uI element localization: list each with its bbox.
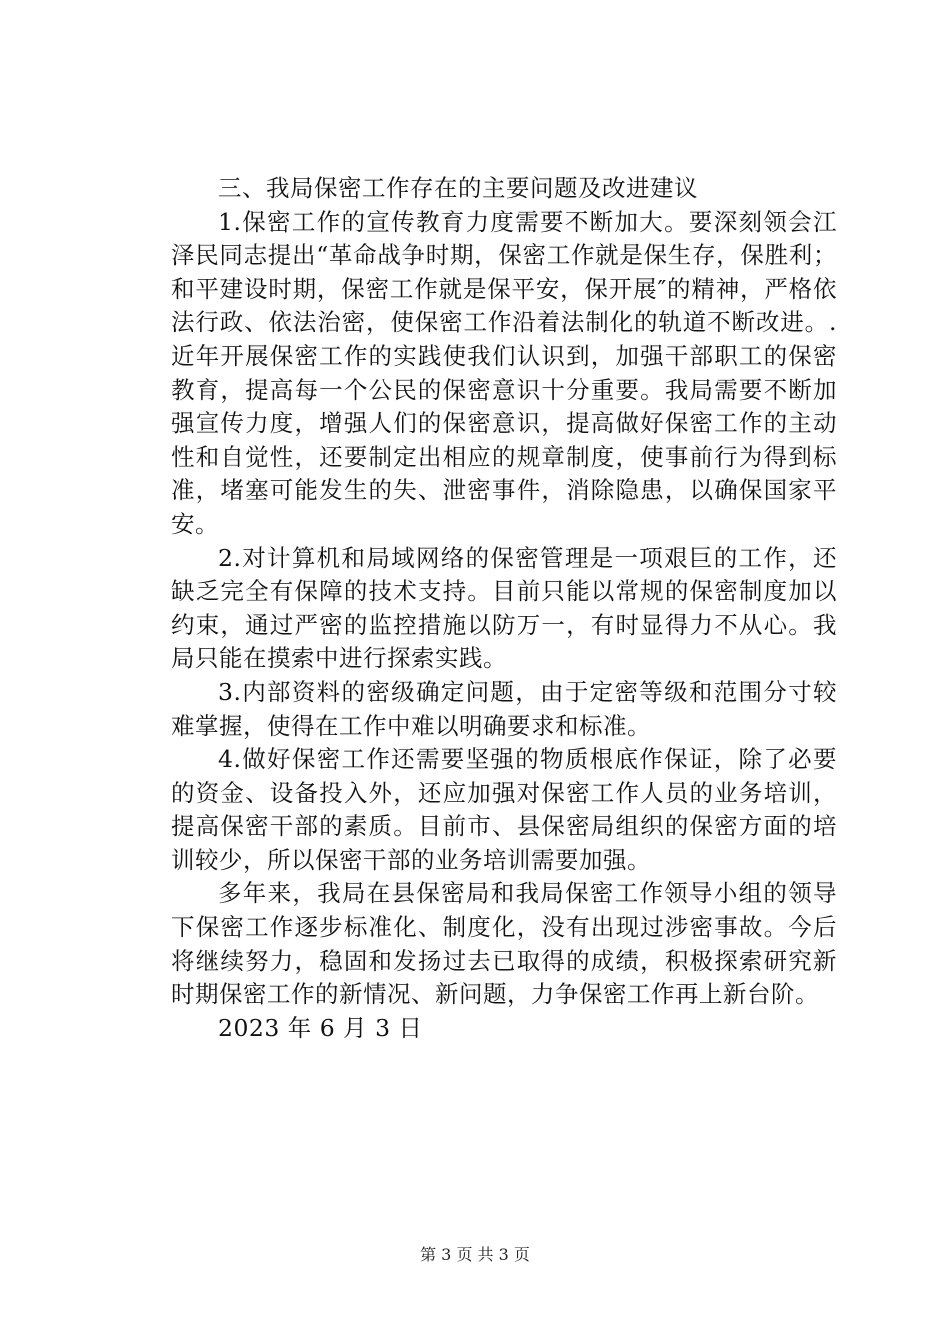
- document-date: 2023 年 6 月 3 日: [218, 1013, 423, 1042]
- paragraph-item-4: 4.做好保密工作还需要坚强的物质根底作保证，除了必要的资金、设备投入外，还应加强对保密工作人员的业务培训，提高保密干部的素质。目前市、县保密局组织的保密方面的培训较少，所以保密干部的业务培训需要加强。: [171, 745, 837, 874]
- paragraph-item-3: 3.内部资料的密级确定问题，由于定密等级和范围分寸较难掌握，使得在工作中难以明确要求和标准。: [171, 677, 837, 740]
- paragraph-summary: 多年来，我局在县保密局和我局保密工作领导小组的领导下保密工作逐步标准化、制度化，没有出现过涉密事故。今后将继续努力，稳固和发扬过去已取得的成绩，积极探索研究新时期保密工作的新情况、新问题，力争保密工作再上新台阶。: [171, 879, 837, 1009]
- page-footer: 第 3 页 共 3 页: [420, 1245, 530, 1264]
- paragraph-item-1: 1.保密工作的宣传教育力度需要不断加大。要深刻领会江泽民同志提出“革命战争时期，保密工作就是保生存，保胜利；和平建设时期，保密工作就是保平安，保开展″的精神，严格依法行政、依法治密，使保密工作沿着法制化的轨道不断改进。.近年开展保密工作的实践使我们认识到，加强干部职工的保密教育，提高每一个公民的保密意识十分重要。我局需要不断加强宣传力度，增强人们的保密意识，提高做好保密工作的主动性和自觉性，还要制定出相应的规章制度，使事前行为得到标准，堵塞可能发生的失、泄密事件，消除隐患，以确保国家平安。: [171, 207, 837, 538]
- section-heading: 三、我局保密工作存在的主要问题及改进建议: [218, 174, 698, 202]
- document-body: [171, 172, 837, 1045]
- paragraph-item-2: 2.对计算机和局域网络的保密管理是一项艰巨的工作，还缺乏完全有保障的技术支持。目前只能以常规的保密制度加以约束，通过严密的监控措施以防万一，有时显得力不从心。我局只能在摸索中进行探索实践。: [171, 543, 837, 673]
